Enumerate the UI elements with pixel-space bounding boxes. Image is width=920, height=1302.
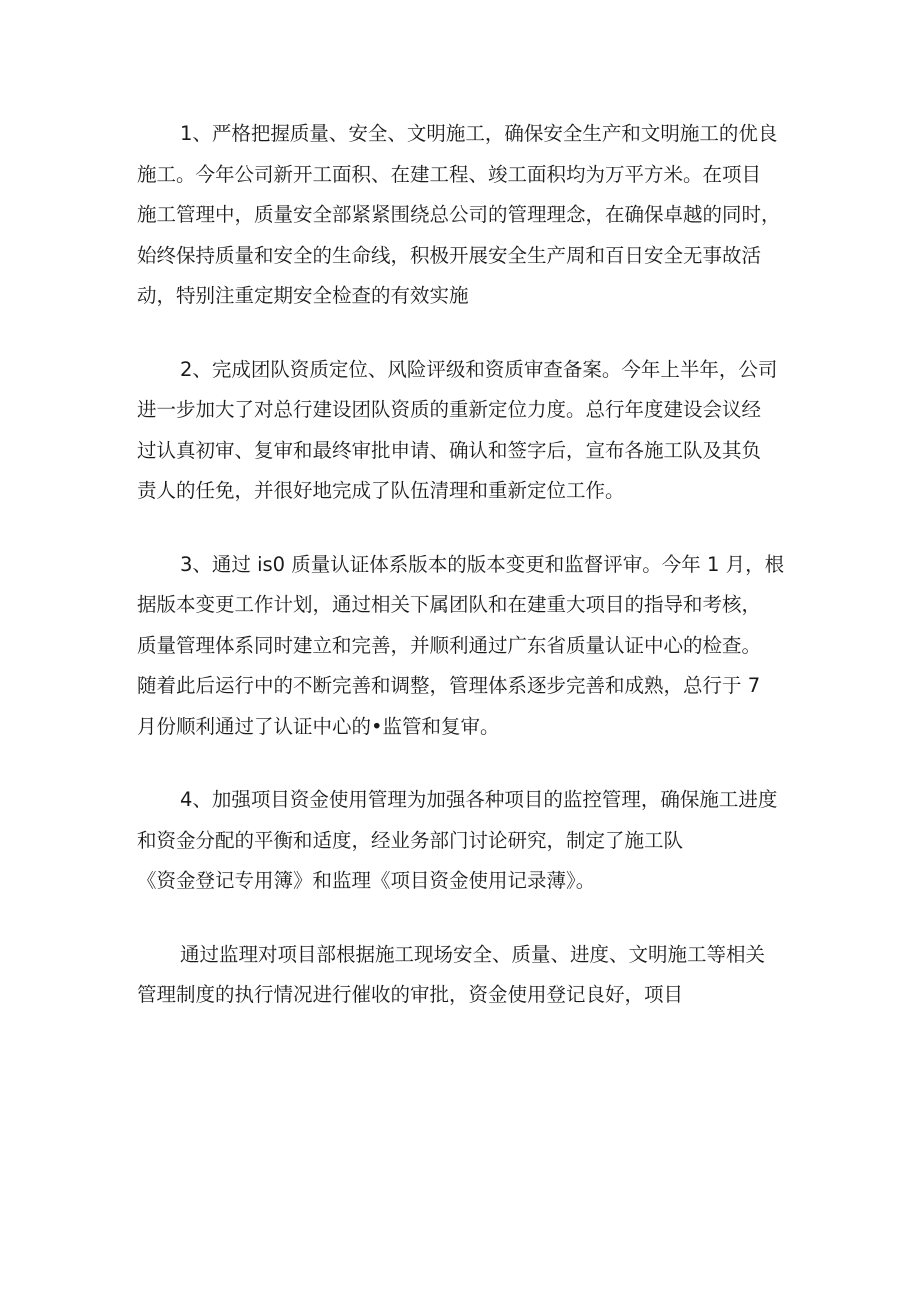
text-line: 通过监理对项目部根据施工现场安全、质量、进度、文明施工等相关 (180, 942, 766, 966)
text-line: 管理制度的执行情况进行催收的审批，资金使用登记良好，项目 (137, 983, 684, 1006)
text-line: 始终保持质量和安全的生命线，积极开展安全生产周和百日安全无事故活 (137, 243, 762, 267)
text-line: 1、严格把握质量、安全、文明施工，确保安全生产和文明施工的优良 (180, 122, 778, 145)
text-line: 3、通过 is0 质量认证体系版本的版本变更和监督评审。今年 1 月，根 (180, 552, 785, 576)
text-line: 和资金分配的平衡和适度，经业务部门讨论研究，制定了施工队 (137, 828, 684, 852)
paragraph-5 (137, 935, 797, 1016)
text-line: 4、加强项目资金使用管理为加强各种项目的监控管理，确保施工进度 (180, 788, 778, 811)
paragraph-1 (137, 114, 797, 317)
text-line: 施工管理中，质量安全部紧紧围绕总公司的管理理念，在确保卓越的同时， (137, 203, 781, 226)
text-line: 随着此后运行中的不断完善和调整，管理体系逐步完善和成熟，总行于 7 (137, 674, 761, 697)
paragraph-2 (137, 350, 797, 512)
text-line: 施工。今年公司新开工面积、在建工程、竣工面积均为万平方米。在项目 (137, 162, 762, 186)
text-line: 月份顺利通过了认证中心的•监管和复审。 (137, 714, 500, 738)
text-line: 据版本变更工作计划，通过相关下属团队和在建重大项目的指导和考核， (137, 593, 762, 616)
text-line: 责人的任免，并很好地完成了队伍清理和重新定位工作。 (137, 479, 625, 502)
paragraph-4 (137, 780, 797, 902)
text-line: 进一步加大了对总行建设团队资质的重新定位力度。总行年度建设会议经 (137, 398, 762, 421)
text-line: 质量管理体系同时建立和完善，并顺利通过广东省质量认证中心的检查。 (137, 633, 762, 657)
text-line: 《资金登记专用簿》和监理《项目资金使用记录薄》。 (137, 869, 596, 892)
text-line: 2、完成团队资质定位、风险评级和资质审查备案。今年上半年，公司 (180, 357, 778, 381)
document-body (137, 114, 797, 1049)
text-line: 过认真初审、复审和最终审批申请、确认和签字后，宣布各施工队及其负 (137, 438, 762, 462)
paragraph-3 (137, 545, 797, 748)
text-line: 动，特别注重定期安全检查的有效实施 (137, 284, 469, 307)
